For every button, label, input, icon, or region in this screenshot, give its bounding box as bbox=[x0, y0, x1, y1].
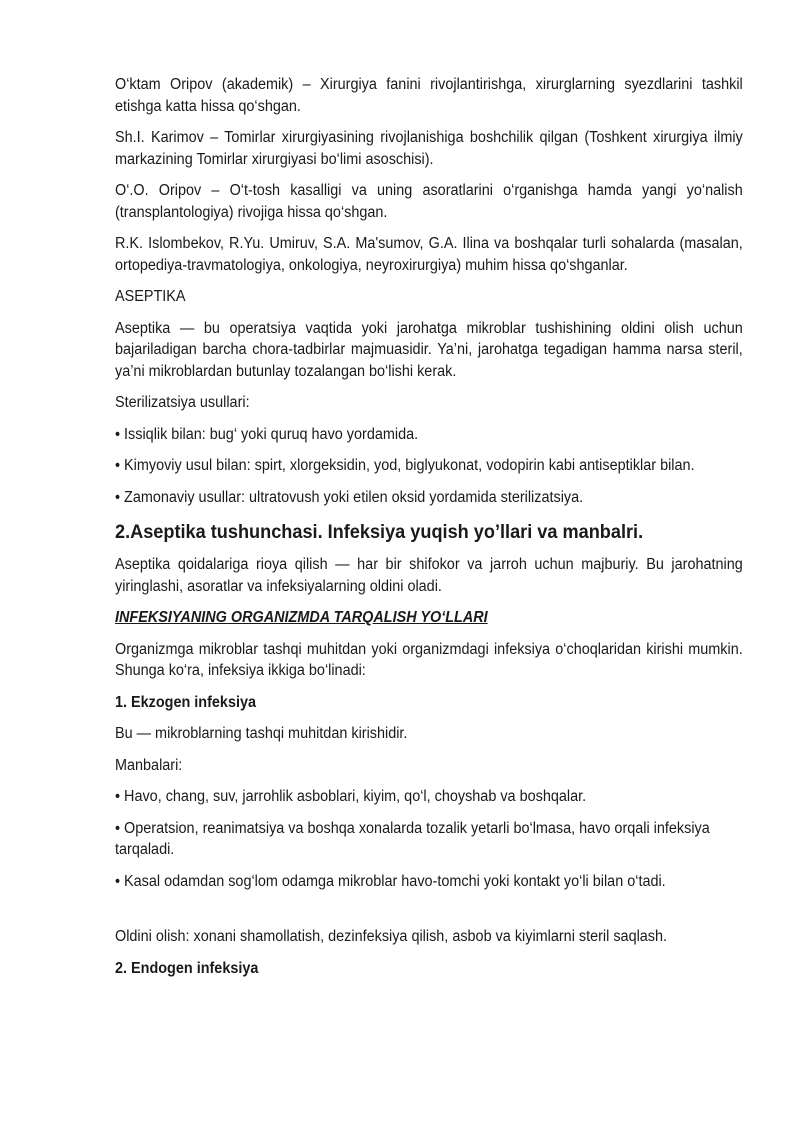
infection-spread-heading: INFEKSIYANING ORGANIZMDA TARQALISH YO‘LLARI bbox=[115, 609, 488, 626]
list-item: • Kimyoviy usul bilan: spirt, xlorgeksidin, yod, biglyukonat, vodopirin kabi antiseptiklar bilan. bbox=[115, 457, 695, 474]
sterilization-label: Sterilizatsiya usullari: bbox=[115, 394, 250, 411]
list-item: • Zamonaviy usullar: ultratovush yoki etilen oksid yordamida sterilizatsiya. bbox=[115, 488, 584, 506]
document-body bbox=[115, 74, 743, 979]
paragraph-aseptika-rules: Aseptika qoidalariga rioya qilish — har bir shifokor va jarroh uchun majburiy. Bu jarohatning yiringlashi, asoratlar va infeksiyalarning oldini oladi. bbox=[115, 556, 743, 595]
ekzogen-heading: 1. Ekzogen infeksiya bbox=[115, 693, 257, 711]
paragraph-ekzogen-definition: Bu — mikroblarning tashqi muhitdan kirishidir. bbox=[115, 725, 408, 742]
endogen-heading: 2. Endogen infeksiya bbox=[115, 959, 259, 977]
paragraph-aseptika-definition: Aseptika — bu operatsiya vaqtida yoki jarohatga mikroblar tushishining oldini olish uchun bajariladigan barcha chora-tadbirlar majmuasidir. Ya’ni, jarohatga tegadigan hamma narsa steril, ya’ni mikroblardan butunlay tozalangan bo‘lishi kerak. bbox=[115, 319, 743, 380]
aseptika-heading: ASEPTIKA bbox=[115, 288, 186, 305]
list-item: • Issiqlik bilan: bug‘ yoki quruq havo yordamida. bbox=[115, 425, 419, 443]
blank-line bbox=[115, 902, 743, 926]
paragraph-islombekov: R.K. Islombekov, R.Yu. Umiruv, S.A. Ma'sumov, G.A. Ilina va boshqalar turli sohalarda (masalan, ortopediya-travmatologiya, onkologiya, neyroxirurgiya) muhim hissa qo‘shganlar. bbox=[115, 235, 743, 274]
document-page bbox=[115, 74, 743, 989]
paragraph-oktam-oripov: O‘ktam Oripov (akademik) – Xirurgiya fanini rivojlantirishga, xirurglarning syezdlarini tashkil etishga katta hissa qo‘shgan. bbox=[115, 76, 743, 115]
list-item: • Kasal odamdan sog‘lom odamga mikroblar havo-tomchi yoki kontakt yo‘li bilan o‘tadi. bbox=[115, 872, 666, 890]
paragraph-karimov: Sh.I. Karimov – Tomirlar xirurgiyasining rivojlanishiga boshchilik qilgan (Toshkent xirurgiya ilmiy markazining Tomirlar xirurgiyasi bo‘limi asoschisi). bbox=[115, 129, 743, 168]
paragraph-infection-entry: Organizmga mikroblar tashqi muhitdan yoki organizmdagi infeksiya o‘choqlaridan kirishi mumkin. Shunga ko‘ra, infeksiya ikkiga bo‘linadi: bbox=[115, 640, 743, 679]
section-title: 2.Aseptika tushunchasi. Infeksiya yuqish yo’llari va manbalri. bbox=[115, 521, 644, 543]
sources-label: Manbalari: bbox=[115, 756, 183, 774]
paragraph-o-o-oripov: O‘.O. Oripov – O‘t-tosh kasalligi va uning asoratlarini o‘rganishga hamda yangi yo‘nalish (transplantologiya) rivojiga hissa qo‘shgan. bbox=[115, 182, 743, 221]
list-item: • Havo, chang, suv, jarrohlik asboblari, kiyim, qo‘l, choyshab va boshqalar. bbox=[115, 788, 587, 805]
list-item: • Operatsion, reanimatsiya va boshqa xonalarda tozalik yetarli bo‘lmasa, havo orqali infeksiya tarqaladi. bbox=[115, 819, 710, 858]
paragraph-prevention: Oldini olish: xonani shamollatish, dezinfeksiya qilish, asbob va kiyimlarni steril saqlash. bbox=[115, 928, 668, 945]
